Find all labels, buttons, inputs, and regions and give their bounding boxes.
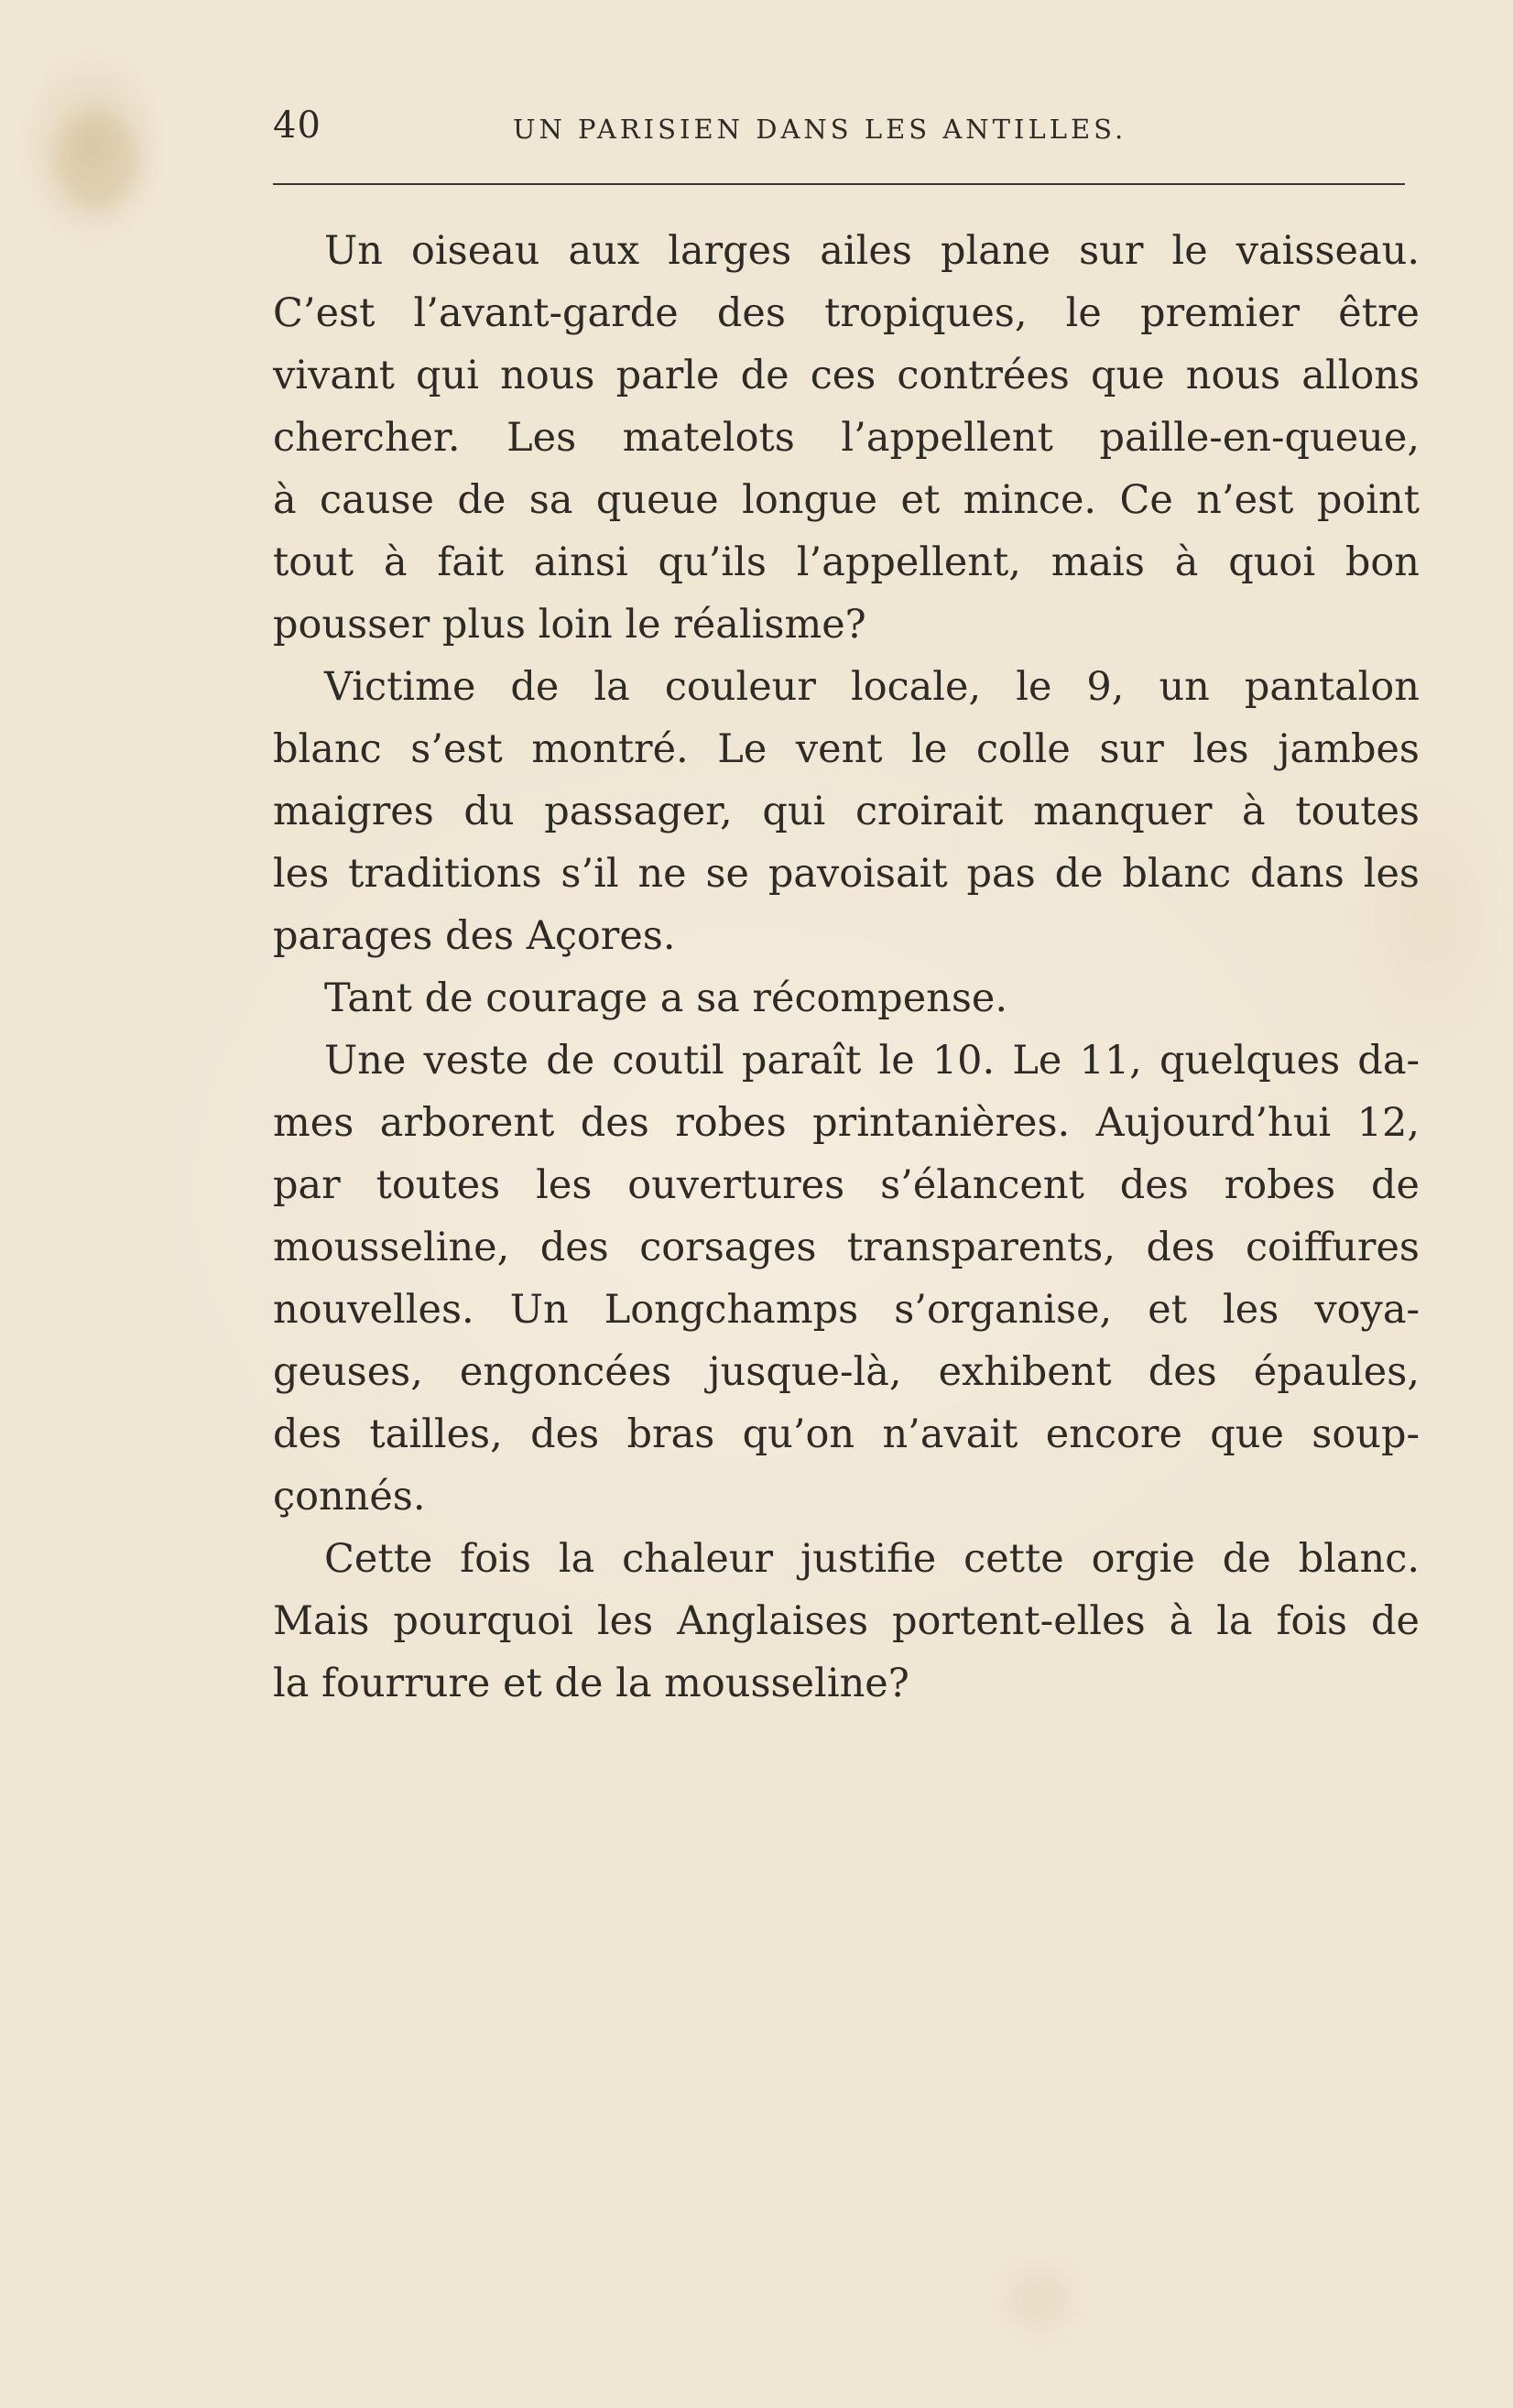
- running-header: [273, 101, 1420, 156]
- text-line: mes arborent des robes printanières. Aujourd’hui 12,: [273, 1100, 1420, 1146]
- foxing-stain: [1007, 2272, 1072, 2326]
- text-line: la fourrure et de la mousseline?: [273, 1661, 909, 1706]
- text-line: les traditions s’il ne se pavoisait pas de blanc dans les: [273, 851, 1420, 897]
- text-line: blanc s’est montré. Le vent le colle sur les jambes: [273, 726, 1420, 772]
- text-line: mousseline, des corsages transparents, des coiffures: [273, 1225, 1420, 1270]
- text-line: geuses, engoncées jusque-là, exhibent des épaules,: [273, 1349, 1420, 1395]
- page-number: 40: [273, 104, 321, 147]
- running-title: UN PARISIEN DANS LES ANTILLES.: [513, 114, 1127, 145]
- text-line: çonnés.: [273, 1474, 426, 1520]
- text-line: pousser plus loin le réalisme?: [273, 602, 866, 648]
- text-line: maigres du passager, qui croirait manquer à toutes: [273, 789, 1420, 834]
- text-line: Victime de la couleur locale, le 9, un pantalon: [324, 664, 1420, 710]
- text-line: chercher. Les matelots l’appellent paille-en-queue,: [273, 415, 1420, 461]
- text-line: C’est l’avant-garde des tropiques, le premier être: [273, 290, 1420, 336]
- foxing-stain: [55, 110, 137, 211]
- text-line: nouvelles. Un Longchamps s’organise, et les voya-: [273, 1287, 1420, 1333]
- text-line: Une veste de coutil paraît le 10. Le 11, quelques da-: [324, 1038, 1420, 1084]
- text-line: Mais pourquoi les Anglaises portent-elles à la fois de: [273, 1598, 1420, 1644]
- text-line: tout à fait ainsi qu’ils l’appellent, mais à quoi bon: [273, 539, 1420, 585]
- body-text: [273, 220, 1420, 1715]
- text-line: par toutes les ouvertures s’élancent des robes de: [273, 1162, 1420, 1208]
- text-line: des tailles, des bras qu’on n’avait encore que soup-: [273, 1411, 1420, 1457]
- text-line: Tant de courage a sa récompense.: [324, 975, 1008, 1021]
- header-rule: [273, 183, 1405, 185]
- text-line: Cette fois la chaleur justifie cette orgie de blanc.: [324, 1536, 1420, 1582]
- text-line: à cause de sa queue longue et mince. Ce n’est point: [273, 477, 1420, 523]
- text-line: parages des Açores.: [273, 913, 676, 959]
- text-line: Un oiseau aux larges ailes plane sur le vaisseau.: [324, 228, 1420, 274]
- text-line: vivant qui nous parle de ces contrées que nous allons: [273, 353, 1420, 398]
